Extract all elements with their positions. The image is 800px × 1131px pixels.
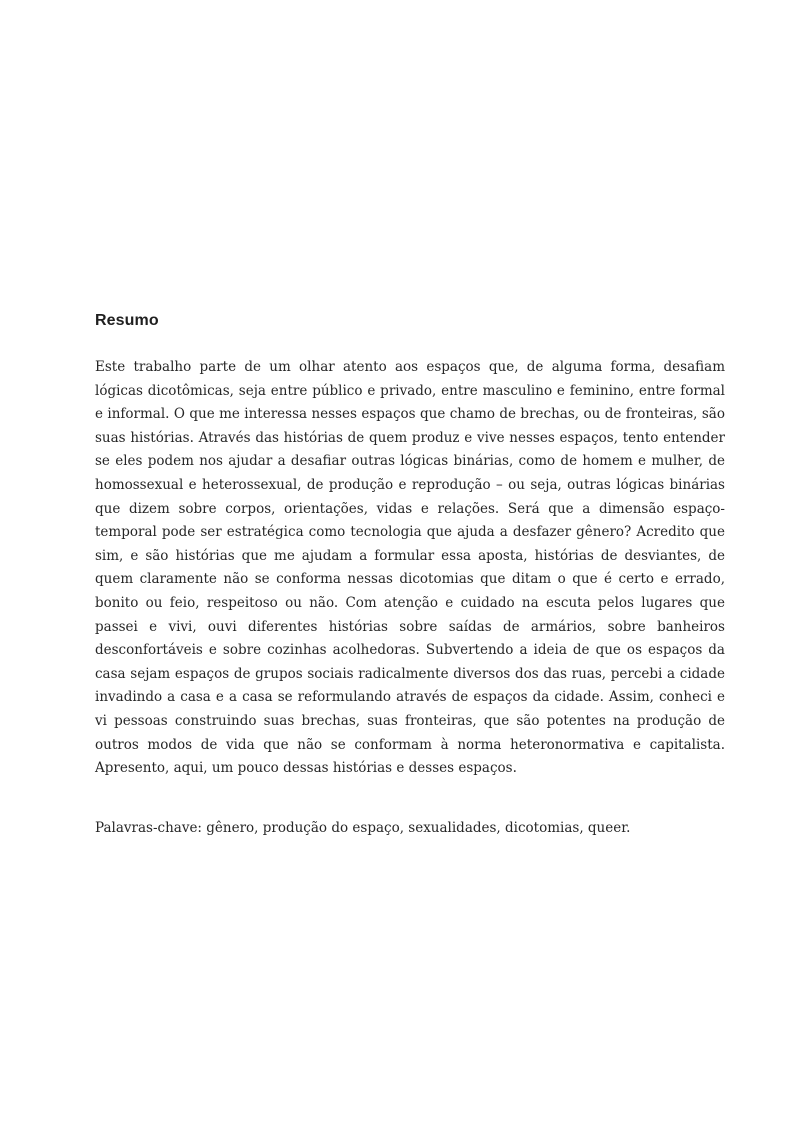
abstract-paragraph: Este trabalho parte de um olhar atento aos espaços que, de alguma forma, desafiam lógicas dicotômicas, seja entre público e privado, entre masculino e feminino, entre formal e informal. O que me interessa nesses espaços que chamo de brechas, ou de fronteiras, são suas histórias. Através das histórias de quem produz e vive nesses espaços, tento entender se eles podem nos ajudar a desafiar outras lógicas binárias, como de homem e mulher, de homossexual e heterossexual, de produção e reprodução – ou seja, outras lógicas binárias que dizem sobre corpos, orientações, vidas e relações. Será que a dimensão espaço-temporal pode ser estratégica como tecnologia que ajuda a desfazer gênero? Acredito que sim, e são histórias que me ajudam a formular essa aposta, histórias de desviantes, de quem claramente não se conforma nessas dicotomias que ditam o que é certo e errado, bonito ou feio, respeitoso ou não. Com atenção e cuidado na escuta pelos lugares que passei e vivi, ouvi diferentes histórias sobre saídas de armários, sobre banheiros desconfortáveis e sobre cozinhas acolhedoras. Subvertendo a ideia de que os espaços da casa sejam espaços de grupos sociais radicalmente diversos dos das ruas, percebi a cidade invadindo a casa e a casa se reformulando através de espaços da cidade. Assim, conheci e vi pessoas construindo suas brechas, suas fronteiras, que são potentes na produção de outros modos de vida que não se conformam à norma heteronormativa e capitalista. Apresento, aqui, um pouco dessas histórias e desses espaços. [95, 359, 725, 777]
section-title: Resumo [95, 312, 159, 329]
keywords-line: Palavras-chave: gênero, produção do espaço, sexualidades, dicotomias, queer. [95, 820, 631, 836]
